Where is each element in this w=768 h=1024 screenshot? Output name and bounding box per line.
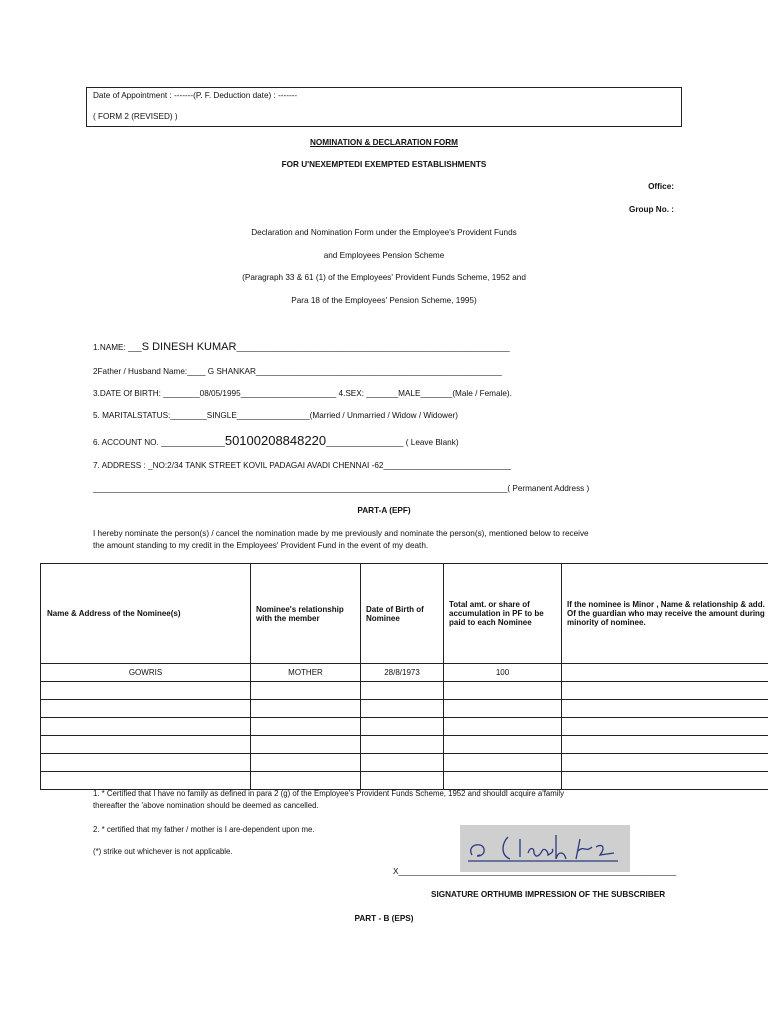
nominate-text: the amount standing to my credit in the Employees' Provident Fund in the event of my death. [93, 541, 429, 550]
appointment-box [86, 87, 682, 127]
office-label: Office: [648, 182, 674, 191]
part-b-heading: PART - B (EPS) [354, 914, 414, 923]
table-row [41, 754, 768, 772]
name-field [93, 341, 510, 353]
desc-line: Declaration and Nomination Form under the Employee's Provident Funds [251, 228, 517, 237]
permanent-address-field: ___________________________________________________________________________________________( Permanent Address ) [93, 484, 590, 493]
account-label: 6. ACCOUNT NO. ______________ [93, 438, 225, 447]
appointment-line: Date of Appointment : -------(P. F. Deduction date) : ------- [93, 91, 298, 100]
certification-2: 2. * certified that my father / mother is I are-dependent upon me. [93, 825, 315, 834]
header-dob: Date of Birth of Nominee [361, 564, 444, 664]
desc-line: Para 18 of the Employees' Pension Scheme, 1995) [291, 296, 477, 305]
header-share: Total amt. or share of accumulation in PF to be paid to each Nominee [444, 564, 562, 664]
desc-line: and Employees Pension Scheme [323, 251, 445, 260]
table-row [41, 664, 768, 682]
dob-sex-field: 3.DATE Of BIRTH: ________08/05/1995_____________________ 4.SEX: _______MALE_______(Male / Female). [93, 389, 512, 398]
header-name: Name & Address of the Nominee(s) [41, 564, 251, 664]
account-field [93, 433, 459, 448]
name-underline: ____________________________________________________________ [236, 343, 510, 352]
name-value: S DINESH KUMAR [141, 341, 237, 353]
table-row [41, 682, 768, 700]
cell-dob: 28/8/1973 [361, 664, 444, 682]
form-number: ( FORM 2 (REVISED) ) [93, 112, 178, 121]
header-relationship: Nominee's relationship with the member [251, 564, 361, 664]
marital-field: 5. MARITALSTATUS:________SINGLE________________(Married / Unmarried / Widow / Widower) [93, 411, 458, 420]
table-row [41, 718, 768, 736]
header-guardian: If the nominee is Minor , Name & relationship & add. Of the guardian who may receive the amount during minority of nominee. [562, 564, 768, 664]
account-tail: _________________ ( Leave Blank) [326, 438, 459, 447]
cell-guardian [562, 664, 768, 682]
part-a-heading: PART-A (EPF) [357, 506, 411, 515]
cell-relationship: MOTHER [251, 664, 361, 682]
address-field: 7. ADDRESS : _NO:2/34 TANK STREET KOVIL PADAGAI AVADI CHENNAI -62____________________________ [93, 461, 511, 470]
table-row [41, 736, 768, 754]
desc-line: (Paragraph 33 & 61 (1) of the Employees' Provident Funds Scheme, 1952 and [242, 273, 526, 282]
form-title: NOMINATION & DECLARATION FORM [310, 138, 458, 147]
signature-icon [460, 825, 630, 872]
table-row [41, 772, 768, 790]
account-value: 50100208848220 [224, 433, 327, 448]
cell-name: GOWRIS [41, 664, 251, 682]
nominee-table [40, 563, 768, 790]
nominate-text: I hereby nominate the person(s) / cancel the nomination made by me previously and nominate the person(s), mentioned below to receive [93, 529, 589, 538]
father-field: 2Father / Husband Name:____ G SHANKAR______________________________________________________ [93, 367, 502, 376]
signature-image [460, 825, 630, 872]
certification-1-cont: thereafter the 'above nomination should be deemed as cancelled. [93, 801, 319, 810]
table-row [41, 700, 768, 718]
signature-caption: SIGNATURE ORTHUMB IMPRESSION OF THE SUBSCRIBER [431, 890, 666, 899]
name-label: 1.NAME: ___ [93, 343, 142, 352]
certification-1: 1. * Certified that I have no family as defined in para 2 (g) of the Employee's Provident Funds Scheme, 1952 and shouldI acquire a'family [93, 789, 565, 798]
signature-line: X_____________________________________________________________ [393, 867, 677, 876]
form-subtitle: FOR U'NEXEMPTEDI EXEMPTED ESTABLISHMENTS [281, 160, 487, 169]
cell-share: 100 [444, 664, 562, 682]
strike-note: (*) strike out whichever is not applicable. [93, 847, 233, 856]
group-label: Group No. : [628, 205, 674, 214]
